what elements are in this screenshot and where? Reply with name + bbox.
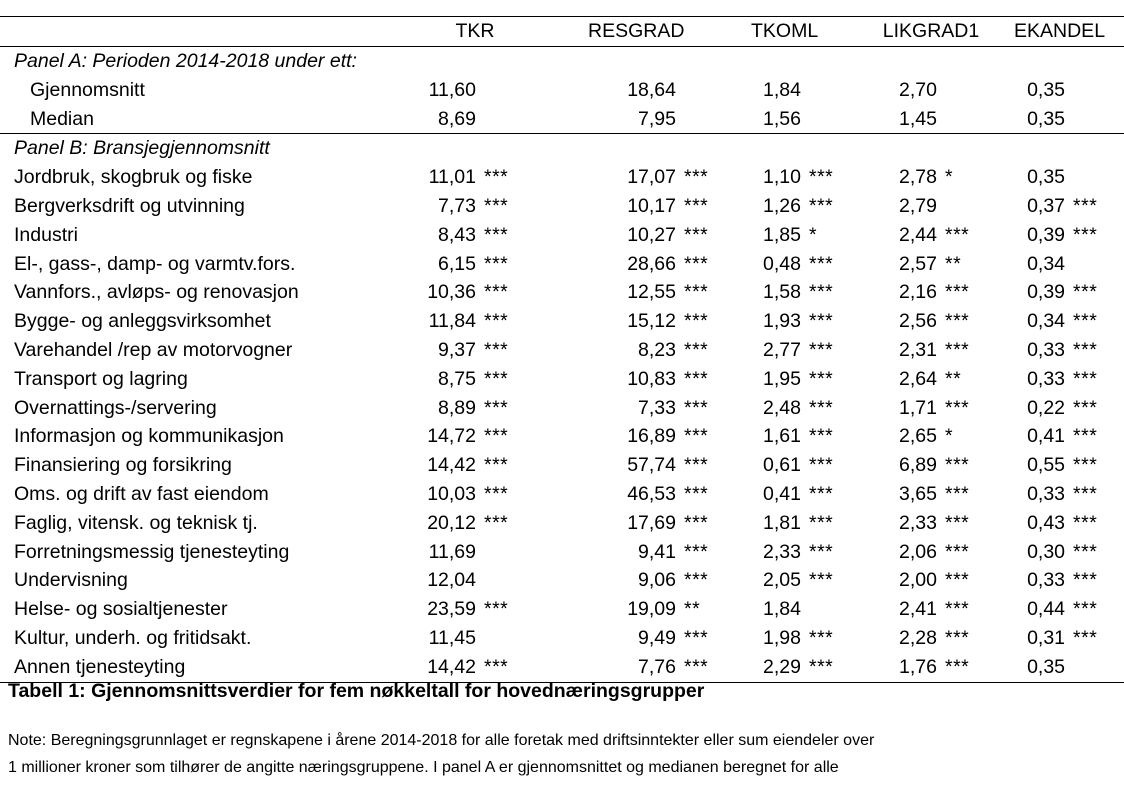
- value-cell: 10,36: [427, 281, 476, 304]
- value-cell: 2,56: [899, 310, 937, 333]
- column-header-likgrad1: LIKGRAD1: [867, 17, 995, 47]
- significance-cell: **: [684, 598, 701, 621]
- table-row: [0, 509, 1124, 538]
- row-label: Oms. og drift av fast eiendom: [14, 482, 269, 505]
- significance-cell: [476, 624, 542, 653]
- value-cell: 2,48: [763, 396, 801, 419]
- significance-cell: ***: [809, 569, 834, 592]
- value-cell: 2,05: [763, 569, 801, 592]
- significance-cell: ***: [684, 569, 709, 592]
- value-cell: 2,77: [763, 338, 801, 361]
- value-cell: 2,78: [899, 166, 937, 189]
- significance-cell: [937, 76, 995, 105]
- value-cell: 23,59: [427, 598, 476, 621]
- value-cell: 11,45: [428, 626, 476, 649]
- significance-cell: ***: [1073, 598, 1098, 621]
- significance-cell: [801, 76, 867, 105]
- significance-cell: ***: [684, 367, 709, 390]
- significance-cell: ***: [684, 310, 709, 333]
- significance-cell: ***: [809, 540, 834, 563]
- significance-cell: ***: [484, 252, 509, 275]
- row-label: Informasjon og kommunikasjon: [14, 425, 284, 448]
- significance-cell: ***: [945, 540, 970, 563]
- significance-cell: ***: [809, 511, 834, 534]
- row-label: Overnattings-/servering: [14, 396, 217, 419]
- value-cell: 11,69: [428, 540, 476, 563]
- value-cell: 0,35: [995, 105, 1065, 134]
- significance-cell: ***: [684, 511, 709, 534]
- table-row: [0, 336, 1124, 365]
- value-cell: 0,35: [995, 653, 1065, 682]
- value-cell: 0,39: [1027, 223, 1066, 246]
- value-cell: 7,95: [542, 105, 676, 134]
- significance-cell: ***: [809, 166, 834, 189]
- significance-cell: ***: [945, 511, 970, 534]
- value-cell: 10,83: [627, 367, 676, 390]
- significance-cell: ***: [809, 425, 834, 448]
- value-cell: 1,98: [763, 626, 801, 649]
- significance-cell: ***: [1073, 626, 1098, 649]
- significance-cell: ***: [484, 425, 509, 448]
- value-cell: 2,33: [763, 540, 801, 563]
- panel-title-row: [0, 134, 1124, 163]
- significance-cell: [676, 76, 737, 105]
- significance-cell: ***: [684, 540, 709, 563]
- significance-cell: ***: [484, 281, 509, 304]
- value-cell: 3,65: [899, 482, 937, 505]
- value-cell: 1,76: [867, 653, 937, 682]
- panel-title: Panel B: Bransjegjennomsnitt: [14, 137, 270, 160]
- table-row: [0, 451, 1124, 480]
- significance-cell: [1065, 653, 1124, 682]
- table-row: [0, 163, 1124, 192]
- significance-cell: ***: [809, 626, 834, 649]
- significance-cell: ***: [1073, 511, 1098, 534]
- significance-cell: ***: [945, 396, 970, 419]
- value-cell: 14,42: [408, 653, 476, 682]
- value-cell: 0,34: [1027, 252, 1066, 275]
- significance-cell: ***: [484, 482, 509, 505]
- significance-cell: ***: [945, 482, 970, 505]
- significance-cell: ***: [801, 653, 867, 682]
- key-figures-table: [0, 16, 1124, 683]
- value-cell: 0,33: [1027, 569, 1066, 592]
- value-cell: 2,70: [899, 78, 937, 101]
- table-row: [0, 365, 1124, 394]
- significance-cell: [1065, 105, 1124, 134]
- value-cell: 9,41: [638, 540, 676, 563]
- significance-cell: [476, 538, 542, 567]
- value-cell: 0,33: [1027, 338, 1066, 361]
- significance-cell: ***: [484, 223, 509, 246]
- significance-cell: ***: [809, 367, 834, 390]
- significance-cell: ***: [684, 252, 709, 275]
- significance-cell: ***: [684, 425, 709, 448]
- significance-cell: **: [945, 367, 962, 390]
- value-cell: 10,27: [627, 223, 676, 246]
- value-cell: 2,29: [737, 653, 801, 682]
- value-cell: 8,69: [408, 105, 476, 134]
- significance-cell: ***: [676, 653, 737, 682]
- significance-cell: *: [809, 223, 818, 246]
- value-cell: 14,72: [427, 425, 476, 448]
- row-label: Jordbruk, skogbruk og fiske: [14, 166, 253, 189]
- value-cell: 14,42: [427, 454, 476, 477]
- value-cell: 8,43: [438, 223, 476, 246]
- value-cell: 7,33: [638, 396, 676, 419]
- row-label: Gjennomsnitt: [30, 78, 145, 101]
- significance-cell: ***: [484, 598, 509, 621]
- value-cell: 28,66: [627, 252, 676, 275]
- significance-cell: [476, 76, 542, 105]
- value-cell: 2,33: [899, 511, 937, 534]
- value-cell: 0,34: [1027, 310, 1066, 333]
- value-cell: 0,31: [1027, 626, 1066, 649]
- value-cell: 11,84: [428, 310, 476, 333]
- significance-cell: ***: [1073, 367, 1098, 390]
- significance-cell: ***: [945, 454, 970, 477]
- table-row: [0, 278, 1124, 307]
- significance-cell: [1065, 163, 1124, 192]
- table-row: [0, 422, 1124, 451]
- significance-cell: ***: [945, 281, 970, 304]
- significance-cell: ***: [484, 367, 509, 390]
- value-cell: 2,41: [899, 598, 937, 621]
- value-cell: 11,60: [428, 78, 476, 101]
- value-cell: 2,31: [899, 338, 937, 361]
- value-cell: 0,43: [1027, 511, 1066, 534]
- significance-cell: ***: [684, 194, 709, 217]
- significance-cell: ***: [484, 454, 509, 477]
- value-cell: 10,03: [427, 482, 476, 505]
- significance-cell: ***: [1073, 281, 1098, 304]
- value-cell: 1,56: [737, 105, 801, 134]
- row-label: Helse- og sosialtjenester: [14, 598, 228, 621]
- significance-cell: ***: [809, 281, 834, 304]
- value-cell: 0,35: [1027, 166, 1066, 189]
- row-label: Transport og lagring: [14, 367, 188, 390]
- significance-cell: ***: [945, 338, 970, 361]
- value-cell: 2,57: [899, 252, 937, 275]
- value-cell: 8,23: [638, 338, 676, 361]
- value-cell: 0,33: [1027, 482, 1066, 505]
- value-cell: 10,17: [627, 194, 676, 217]
- table-header-row: [0, 17, 1124, 47]
- row-label: Kultur, underh. og fritidsakt.: [14, 626, 252, 649]
- row-label: Forretningsmessig tjenesteyting: [14, 540, 290, 563]
- significance-cell: ***: [684, 281, 709, 304]
- value-cell: 2,44: [899, 223, 937, 246]
- significance-cell: ***: [684, 396, 709, 419]
- significance-cell: ***: [1073, 338, 1098, 361]
- row-label: Finansiering og forsikring: [14, 454, 232, 477]
- value-cell: 46,53: [627, 482, 676, 505]
- table-row: [0, 250, 1124, 279]
- row-label: Bygge- og anleggsvirksomhet: [14, 310, 271, 333]
- significance-cell: ***: [945, 626, 970, 649]
- table-row: [0, 566, 1124, 595]
- value-cell: 20,12: [427, 511, 476, 534]
- significance-cell: [801, 595, 867, 624]
- table-row: [0, 221, 1124, 250]
- significance-cell: ***: [684, 338, 709, 361]
- row-label: Vannfors., avløps- og renovasjon: [14, 281, 299, 304]
- significance-cell: ***: [684, 166, 709, 189]
- significance-cell: ***: [809, 482, 834, 505]
- value-cell: 9,37: [438, 338, 476, 361]
- significance-cell: [937, 105, 995, 134]
- row-label: Annen tjenesteyting: [0, 653, 408, 682]
- table-row: [0, 624, 1124, 653]
- table-note-line: Note: Beregningsgrunnlaget er regnskapene i årene 2014-2018 for alle foretak med driftsinntekter eller sum eiendeler over: [8, 732, 875, 749]
- header-label-cell: [0, 17, 408, 47]
- value-cell: 2,79: [899, 194, 937, 217]
- significance-cell: [476, 566, 542, 595]
- value-cell: 1,71: [899, 396, 937, 419]
- value-cell: 16,89: [627, 425, 676, 448]
- significance-cell: [801, 105, 867, 134]
- table-caption: Tabell 1: Gjennomsnittsverdier for fem nøkkeltall for hovednæringsgrupper: [8, 680, 705, 702]
- value-cell: 0,55: [1027, 454, 1066, 477]
- value-cell: 0,41: [1027, 425, 1066, 448]
- table-note-line: 1 millioner kroner som tilhører de angitte næringsgruppene. I panel A er gjennomsnittet og medianen beregnet for alle: [8, 759, 839, 776]
- significance-cell: ***: [1073, 454, 1098, 477]
- significance-cell: ***: [484, 511, 509, 534]
- value-cell: 2,16: [899, 281, 937, 304]
- row-label: Varehandel /rep av motorvogner: [14, 338, 293, 361]
- value-cell: 0,44: [1027, 598, 1066, 621]
- value-cell: 1,45: [867, 105, 937, 134]
- value-cell: 1,58: [763, 281, 801, 304]
- value-cell: 0,22: [1027, 396, 1066, 419]
- significance-cell: ***: [1073, 223, 1098, 246]
- value-cell: 8,75: [438, 367, 476, 390]
- value-cell: 0,39: [1027, 281, 1066, 304]
- significance-cell: ***: [684, 454, 709, 477]
- row-label: El-, gass-, damp- og varmtv.fors.: [14, 252, 296, 275]
- value-cell: 1,84: [763, 78, 801, 101]
- column-header-tkr: TKR: [408, 17, 542, 47]
- value-cell: 1,84: [763, 598, 801, 621]
- significance-cell: ***: [684, 223, 709, 246]
- value-cell: 0,33: [1027, 367, 1066, 390]
- value-cell: 11,01: [428, 166, 476, 189]
- significance-cell: ***: [484, 310, 509, 333]
- value-cell: 0,35: [1027, 78, 1066, 101]
- column-header-resgrad: RESGRAD: [542, 17, 737, 47]
- value-cell: 15,12: [627, 310, 676, 333]
- panel-title: Panel A: Perioden 2014-2018 under ett:: [14, 50, 357, 72]
- significance-cell: [1065, 76, 1124, 105]
- significance-cell: ***: [476, 653, 542, 682]
- significance-cell: ***: [809, 396, 834, 419]
- value-cell: 2,65: [899, 425, 937, 448]
- value-cell: 0,48: [763, 252, 801, 275]
- significance-cell: ***: [937, 653, 995, 682]
- table-row: [0, 480, 1124, 509]
- significance-cell: **: [945, 252, 962, 275]
- panel-title-row: [0, 47, 1124, 76]
- significance-cell: ***: [809, 252, 834, 275]
- significance-cell: ***: [484, 166, 509, 189]
- row-label: Bergverksdrift og utvinning: [14, 194, 245, 217]
- row-label: Industri: [14, 223, 78, 246]
- value-cell: 1,93: [763, 310, 801, 333]
- significance-cell: ***: [1073, 396, 1098, 419]
- value-cell: 18,64: [627, 78, 676, 101]
- significance-cell: *: [945, 166, 954, 189]
- significance-cell: ***: [809, 454, 834, 477]
- value-cell: 1,85: [763, 223, 801, 246]
- table-row: [0, 192, 1124, 221]
- value-cell: 0,30: [1027, 540, 1066, 563]
- value-cell: 2,00: [899, 569, 937, 592]
- significance-cell: ***: [1073, 425, 1098, 448]
- table-row: [0, 538, 1124, 567]
- row-label: Faglig, vitensk. og teknisk tj.: [14, 511, 258, 534]
- value-cell: 6,15: [438, 252, 476, 275]
- significance-cell: ***: [484, 338, 509, 361]
- significance-cell: *: [945, 425, 954, 448]
- table-row: [0, 595, 1124, 624]
- significance-cell: [676, 105, 737, 134]
- value-cell: 2,28: [899, 626, 937, 649]
- significance-cell: ***: [1073, 194, 1098, 217]
- significance-cell: [1065, 250, 1124, 279]
- significance-cell: [937, 192, 995, 221]
- value-cell: 17,07: [627, 166, 676, 189]
- value-cell: 57,74: [627, 454, 676, 477]
- significance-cell: ***: [945, 598, 970, 621]
- row-label: Median: [0, 105, 408, 134]
- significance-cell: ***: [945, 223, 970, 246]
- significance-cell: ***: [945, 569, 970, 592]
- column-header-ekandel: EKANDEL: [995, 17, 1124, 47]
- value-cell: 1,95: [763, 367, 801, 390]
- table-body: [0, 47, 1124, 683]
- table-row: [0, 307, 1124, 336]
- significance-cell: ***: [809, 194, 834, 217]
- significance-cell: ***: [684, 482, 709, 505]
- value-cell: 1,81: [763, 511, 801, 534]
- value-cell: 2,64: [899, 367, 937, 390]
- table-row: [0, 105, 1124, 134]
- value-cell: 9,06: [638, 569, 676, 592]
- significance-cell: ***: [809, 310, 834, 333]
- value-cell: 8,89: [438, 396, 476, 419]
- value-cell: 19,09: [627, 598, 676, 621]
- significance-cell: [476, 105, 542, 134]
- significance-cell: ***: [1073, 569, 1098, 592]
- table-row: [0, 653, 1124, 682]
- value-cell: 0,37: [1027, 194, 1066, 217]
- value-cell: 12,55: [627, 281, 676, 304]
- column-header-tkoml: TKOML: [737, 17, 867, 47]
- value-cell: 6,89: [899, 454, 937, 477]
- significance-cell: ***: [484, 396, 509, 419]
- significance-cell: ***: [1073, 540, 1098, 563]
- significance-cell: ***: [809, 338, 834, 361]
- value-cell: 7,73: [438, 194, 476, 217]
- value-cell: 7,76: [542, 653, 676, 682]
- value-cell: 2,06: [899, 540, 937, 563]
- value-cell: 1,10: [763, 166, 801, 189]
- value-cell: 0,61: [763, 454, 801, 477]
- value-cell: 12,04: [427, 569, 476, 592]
- row-label: Undervisning: [14, 569, 128, 592]
- table-row: [0, 394, 1124, 423]
- significance-cell: ***: [1073, 482, 1098, 505]
- table-row: [0, 76, 1124, 105]
- significance-cell: ***: [945, 310, 970, 333]
- significance-cell: ***: [684, 626, 709, 649]
- value-cell: 0,41: [763, 482, 801, 505]
- value-cell: 1,26: [763, 194, 801, 217]
- value-cell: 9,49: [638, 626, 676, 649]
- value-cell: 17,69: [627, 511, 676, 534]
- significance-cell: ***: [484, 194, 509, 217]
- significance-cell: ***: [1073, 310, 1098, 333]
- value-cell: 1,61: [763, 425, 801, 448]
